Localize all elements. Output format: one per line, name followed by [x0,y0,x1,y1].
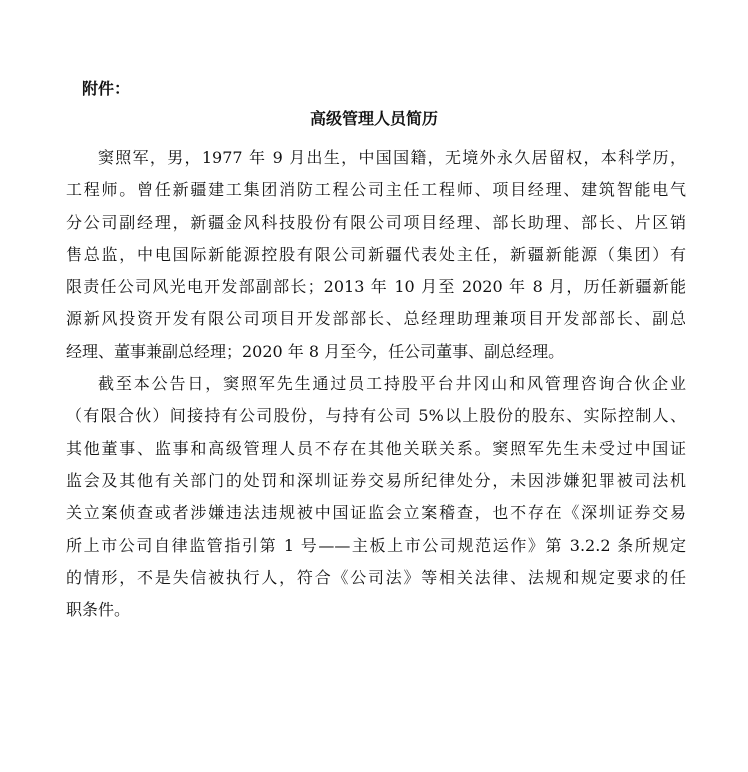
paragraph-line: 源新风投资开发有限公司项目开发部部长、总经理助理兼项目开发部部长、副总 [66,309,686,329]
paragraph-line: 经理、董事兼副总经理；2020 年 8 月至今，任公司董事、副总经理。 [66,341,565,361]
paragraph-line: 其他董事、监事和高级管理人员不存在其他关联关系。窦照军先生未受过中国证 [66,438,686,458]
paragraph-line: 工程师。曾任新疆建工集团消防工程公司主任工程师、项目经理、建筑智能电气 [66,180,686,200]
paragraph-line: （有限合伙）间接持有公司股份，与持有公司 5%以上股份的股东、实际控制人、 [66,406,686,426]
paragraph-line: 的情形，不是失信被执行人，符合《公司法》等相关法律、法规和规定要求的任 [66,567,686,587]
paragraph-line: 限责任公司风光电开发部副部长；2013 年 10 月至 2020 年 8 月，历任新疆新能 [66,277,686,297]
paragraph-line: 监会及其他有关部门的处罚和深圳证券交易所纪律处分，未因涉嫌犯罪被司法机 [66,470,686,490]
attachment-label: 附件： [82,79,131,98]
paragraph-biography [66,142,686,368]
paragraph-line: 职条件。 [66,600,131,620]
paragraph-disclosure [66,368,686,626]
paragraph-line: 所上市公司自律监管指引第 1 号——主板上市公司规范运作》第 3.2.2 条所规定 [66,535,686,555]
resume-body [66,142,686,626]
paragraph-line: 截至本公告日，窦照军先生通过员工持股平台井冈山和风管理咨询合伙企业 [98,374,686,394]
paragraph-line: 窦照军，男，1977 年 9 月出生，中国国籍，无境外永久居留权，本科学历， [98,148,686,167]
paragraph-line: 售总监，中电国际新能源控股有限公司新疆代表处主任，新疆新能源（集团）有 [66,244,686,264]
paragraph-line: 分公司副经理，新疆金风科技股份有限公司项目经理、部长助理、部长、片区销 [66,212,686,232]
document-title: 高级管理人员简历 [309,109,438,128]
paragraph-line: 关立案侦查或者涉嫌违法违规被中国证监会立案稽查，也不存在《深圳证券交易 [66,503,686,523]
